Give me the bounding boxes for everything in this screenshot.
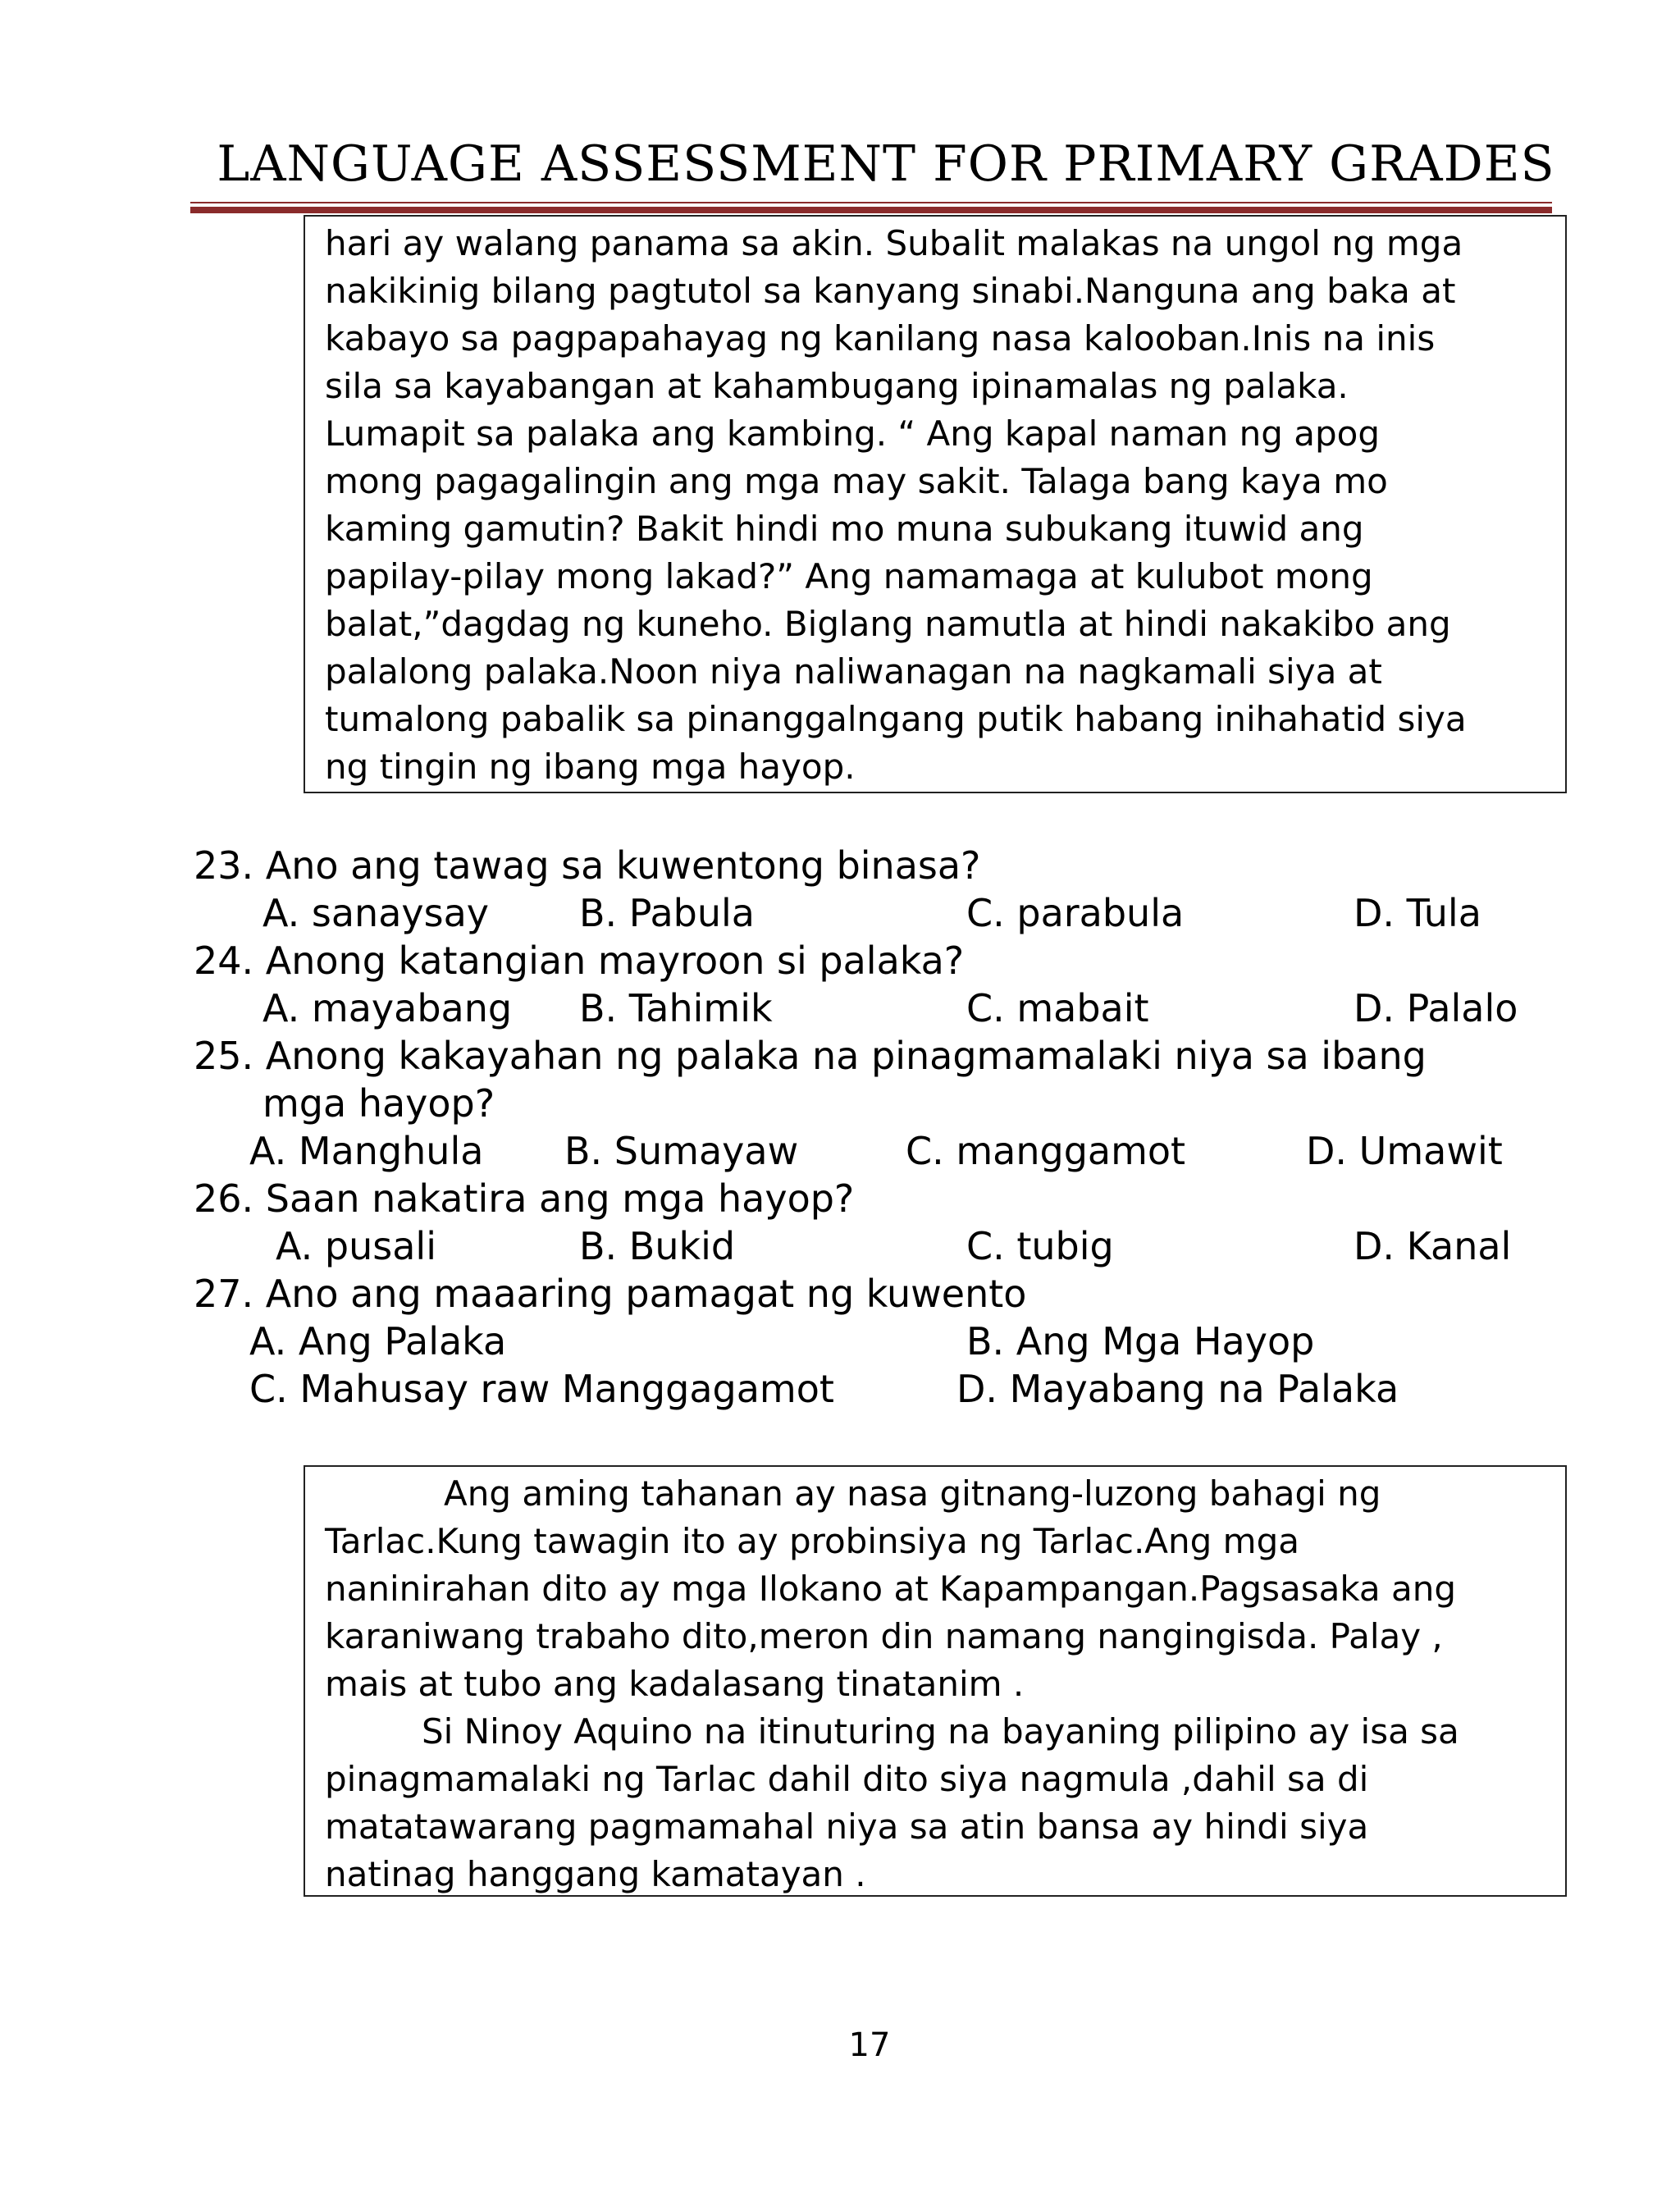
option-a: A. Ang Palaka: [249, 1319, 507, 1363]
question-stem: 23. Ano ang tawag sa kuwentong binasa?: [194, 843, 981, 888]
option-c: C. parabula: [966, 891, 1185, 935]
passage-line: nakikinig bilang pagtutol sa kanyang sinabi.Nanguna ang baka at: [325, 271, 1456, 311]
passage-line: sila sa kayabangan at kahambugang ipinamalas ng palaka.: [325, 366, 1349, 406]
question-stem: 26. Saan nakatira ang mga hayop?: [194, 1176, 855, 1221]
passage-line: Ang aming tahanan ay nasa gitnang-luzong bahagi ng: [444, 1473, 1381, 1514]
passage-line: kaming gamutin? Bakit hindi mo muna subukang ituwid ang: [325, 509, 1364, 549]
passage-line: kabayo sa pagpapahayag ng kanilang nasa kalooban.Inis na inis: [325, 318, 1436, 359]
passage-line: mong pagagalingin ang mga may sakit. Talaga bang kaya mo: [325, 461, 1388, 501]
passage-line: Lumapit sa palaka ang kambing. “ Ang kapal naman ng apog: [325, 413, 1381, 454]
passage-line: tumalong pabalik sa pinanggalngang putik habang inihahatid siya: [325, 699, 1467, 739]
question-stem: 24. Anong katangian mayroon si palaka?: [194, 939, 965, 983]
header-rule-thin: [190, 202, 1552, 203]
passage-line: pinagmamalaki ng Tarlac dahil dito siya nagmula ,dahil sa di: [325, 1759, 1369, 1799]
reading-passage-box: [304, 1465, 1567, 1897]
option-c: C. Mahusay raw Manggagamot: [249, 1367, 834, 1411]
question-list: [194, 842, 1518, 1413]
option-d: D. Umawit: [1306, 1129, 1503, 1173]
passage-line: ng tingin ng ibang mga hayop.: [325, 747, 856, 787]
story-passage-box: [304, 215, 1567, 793]
option-c: C. mabait: [966, 986, 1149, 1030]
passage-line: mais at tubo ang kadalasang tinatanim .: [325, 1664, 1025, 1704]
option-a: A. mayabang: [262, 986, 513, 1030]
option-a: A. pusali: [276, 1224, 436, 1268]
option-b: B. Bukid: [579, 1224, 736, 1268]
option-a: A. sanaysay: [262, 891, 489, 935]
question-stem: 27. Ano ang maaaring pamagat ng kuwento: [194, 1272, 1027, 1316]
passage-line: palalong palaka.Noon niya naliwanagan na nagkamali siya at: [325, 651, 1382, 692]
passage-line: Si Ninoy Aquino na itinuturing na bayaning pilipino ay isa sa: [422, 1711, 1459, 1752]
option-b: B. Tahimik: [579, 986, 773, 1030]
question-options: [194, 1318, 1427, 1365]
option-b: B. Sumayaw: [564, 1129, 799, 1173]
option-d: D. Kanal: [1354, 1224, 1512, 1268]
question-options: [194, 1365, 1427, 1413]
question-stem-continued: mga hayop?: [262, 1081, 495, 1126]
question-options: [194, 889, 1481, 937]
question-options: [194, 984, 1518, 1032]
option-d: D. Tula: [1354, 891, 1481, 935]
option-d: D. Palalo: [1354, 986, 1518, 1030]
option-c: C. tubig: [966, 1224, 1114, 1268]
question-options: [194, 1222, 1512, 1270]
option-a: A. Manghula: [249, 1129, 484, 1173]
question-options: [194, 1127, 1503, 1175]
option-b: B. Ang Mga Hayop: [966, 1319, 1315, 1363]
passage-line: balat,”dagdag ng kuneho. Biglang namutla at hindi nakakibo ang: [325, 604, 1451, 644]
passage-line: papilay-pilay mong lakad?” Ang namamaga at kulubot mong: [325, 556, 1373, 596]
page-header-title: LANGUAGE ASSESSMENT FOR PRIMARY GRADES: [217, 135, 1555, 193]
passage-line: matatawarang pagmamahal niya sa atin bansa ay hindi siya: [325, 1806, 1369, 1847]
passage-line: Tarlac.Kung tawagin ito ay probinsiya ng Tarlac.Ang mga: [325, 1521, 1299, 1561]
passage-line: karaniwang trabaho dito,meron din namang nangingisda. Palay ,: [325, 1616, 1443, 1656]
header-rule-thick: [190, 207, 1552, 213]
option-d: D. Mayabang na Palaka: [956, 1367, 1399, 1411]
option-c: C. manggamot: [906, 1129, 1186, 1173]
passage-line: natinag hanggang kamatayan .: [325, 1854, 866, 1894]
page-number: 17: [848, 2026, 891, 2064]
passage-line: naninirahan dito ay mga Ilokano at Kapampangan.Pagsasaka ang: [325, 1569, 1457, 1609]
option-b: B. Pabula: [579, 891, 755, 935]
question-stem: 25. Anong kakayahan ng palaka na pinagmamalaki niya sa ibang: [194, 1034, 1427, 1078]
passage-line: hari ay walang panama sa akin. Subalit malakas na ungol ng mga: [325, 223, 1463, 263]
